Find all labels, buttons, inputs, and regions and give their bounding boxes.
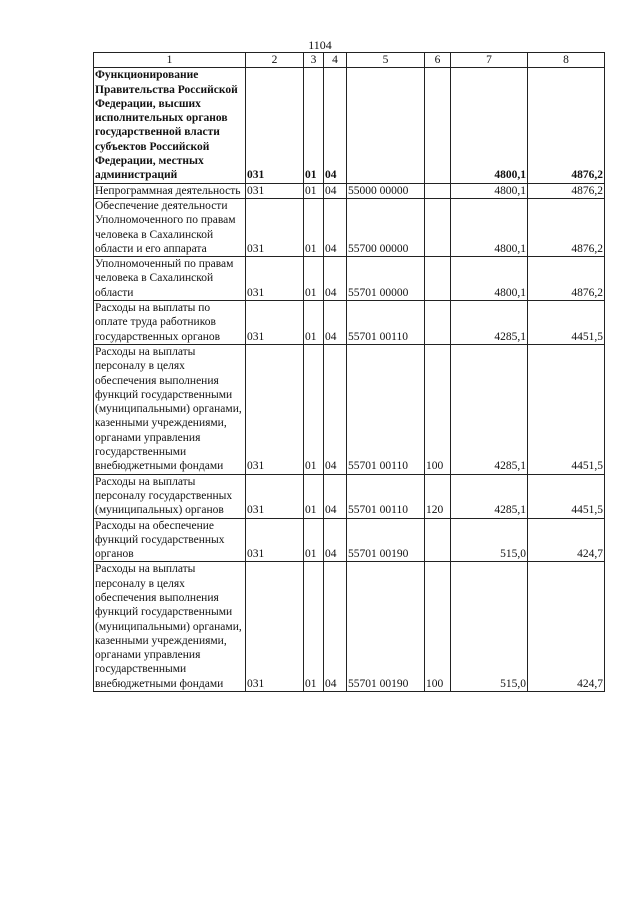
row-amount-col8: 4876,2	[528, 68, 605, 183]
row-target-article: 55701 00110	[347, 474, 425, 518]
row-target-article: 55701 00000	[347, 257, 425, 301]
table-row	[94, 518, 605, 562]
row-ministry-code: 031	[246, 68, 304, 183]
row-ministry-code: 031	[246, 344, 304, 474]
table-row	[94, 68, 605, 183]
row-amount-col7: 4800,1	[451, 257, 528, 301]
row-amount-col7: 515,0	[451, 518, 528, 562]
row-ministry-code: 031	[246, 301, 304, 345]
table-row	[94, 198, 605, 256]
row-ministry-code: 031	[246, 562, 304, 692]
row-subsection-code: 04	[324, 344, 347, 474]
row-section-code: 01	[304, 257, 324, 301]
row-amount-col8: 4451,5	[528, 474, 605, 518]
row-target-article: 55701 00110	[347, 344, 425, 474]
row-subsection-code: 04	[324, 474, 347, 518]
row-subsection-code: 04	[324, 257, 347, 301]
row-name: Функционирование Правительства Российской Федерации, высших исполнительных органов государственной власти субъектов Российской Федерации, местных администраций	[94, 68, 246, 183]
row-amount-col8: 424,7	[528, 562, 605, 692]
row-amount-col7: 4800,1	[451, 183, 528, 198]
column-header: 7	[451, 53, 528, 68]
row-name: Расходы на выплаты персоналу государственных (муниципальных) органов	[94, 474, 246, 518]
row-subsection-code: 04	[324, 198, 347, 256]
row-target-article: 55700 00000	[347, 198, 425, 256]
row-expense-type	[425, 518, 451, 562]
row-amount-col7: 4800,1	[451, 198, 528, 256]
row-section-code: 01	[304, 301, 324, 345]
row-target-article: 55701 00190	[347, 518, 425, 562]
row-expense-type	[425, 301, 451, 345]
row-subsection-code: 04	[324, 68, 347, 183]
row-target-article: 55701 00190	[347, 562, 425, 692]
row-amount-col8: 4876,2	[528, 257, 605, 301]
row-amount-col8: 4876,2	[528, 198, 605, 256]
row-section-code: 01	[304, 198, 324, 256]
row-expense-type	[425, 183, 451, 198]
row-name: Обеспечение деятельности Уполномоченного по правам человека в Сахалинской области и его аппарата	[94, 198, 246, 256]
column-header: 3	[304, 53, 324, 68]
row-amount-col7: 4285,1	[451, 474, 528, 518]
row-name: Расходы на выплаты по оплате труда работников государственных органов	[94, 301, 246, 345]
row-expense-type	[425, 198, 451, 256]
column-header: 6	[425, 53, 451, 68]
row-ministry-code: 031	[246, 518, 304, 562]
row-amount-col7: 515,0	[451, 562, 528, 692]
row-name: Расходы на обеспечение функций государственных органов	[94, 518, 246, 562]
column-header: 4	[324, 53, 347, 68]
row-expense-type	[425, 68, 451, 183]
row-name: Расходы на выплаты персоналу в целях обеспечения выполнения функций государственными (муниципальными) органами, казенными учреждениями, органами управления государственными внебюджетными фондами	[94, 344, 246, 474]
row-name: Расходы на выплаты персоналу в целях обеспечения выполнения функций государственными (муниципальными) органами, казенными учреждениями, органами управления государственными внебюджетными фондами	[94, 562, 246, 692]
row-target-article	[347, 68, 425, 183]
row-amount-col8: 4451,5	[528, 344, 605, 474]
row-section-code: 01	[304, 344, 324, 474]
row-subsection-code: 04	[324, 183, 347, 198]
table-row	[94, 183, 605, 198]
row-name: Непрограммная деятельность	[94, 183, 246, 198]
row-ministry-code: 031	[246, 183, 304, 198]
row-amount-col8: 4876,2	[528, 183, 605, 198]
column-header: 2	[246, 53, 304, 68]
table-row	[94, 562, 605, 692]
page-number: 1104	[308, 38, 332, 52]
row-expense-type: 100	[425, 344, 451, 474]
column-header: 1	[94, 53, 246, 68]
row-ministry-code: 031	[246, 198, 304, 256]
row-ministry-code: 031	[246, 474, 304, 518]
row-amount-col7: 4285,1	[451, 344, 528, 474]
row-ministry-code: 031	[246, 257, 304, 301]
row-amount-col7: 4285,1	[451, 301, 528, 345]
row-expense-type: 120	[425, 474, 451, 518]
row-expense-type	[425, 257, 451, 301]
table-row	[94, 257, 605, 301]
table-row	[94, 474, 605, 518]
row-subsection-code: 04	[324, 301, 347, 345]
row-amount-col7: 4800,1	[451, 68, 528, 183]
row-section-code: 01	[304, 518, 324, 562]
row-section-code: 01	[304, 68, 324, 183]
table-body	[94, 68, 605, 692]
row-target-article: 55701 00110	[347, 301, 425, 345]
row-section-code: 01	[304, 474, 324, 518]
column-header-row	[94, 53, 605, 68]
row-subsection-code: 04	[324, 518, 347, 562]
row-amount-col8: 4451,5	[528, 301, 605, 345]
column-header: 8	[528, 53, 605, 68]
row-amount-col8: 424,7	[528, 518, 605, 562]
row-expense-type: 100	[425, 562, 451, 692]
budget-table	[93, 52, 605, 692]
table-row	[94, 301, 605, 345]
row-target-article: 55000 00000	[347, 183, 425, 198]
table-row	[94, 344, 605, 474]
row-subsection-code: 04	[324, 562, 347, 692]
row-section-code: 01	[304, 562, 324, 692]
row-section-code: 01	[304, 183, 324, 198]
column-header: 5	[347, 53, 425, 68]
row-name: Уполномоченный по правам человека в Сахалинской области	[94, 257, 246, 301]
